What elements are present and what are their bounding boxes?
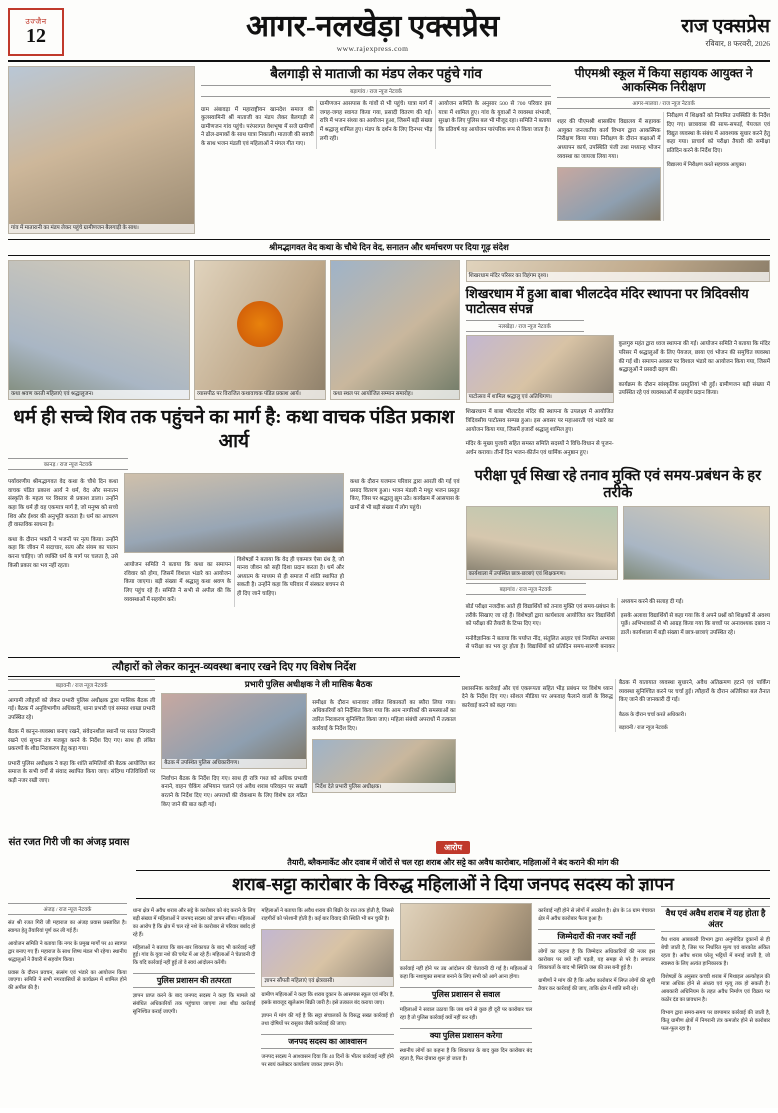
- accusation-badge: आरोप: [436, 841, 470, 854]
- lead-byline: बड़ागांव / राज न्यूज नेटवर्क: [201, 85, 551, 97]
- legal-illegal-headline: वैध एवं अवैध शराब में यह होता है अंतर: [661, 906, 770, 932]
- lead-article: [201, 66, 551, 234]
- school-inspection-photo: [557, 167, 660, 221]
- police-question-sub-headline: पुलिस प्रशासन से सवाल: [400, 987, 532, 1002]
- publication-date: रविवार, 8 फरवरी, 2026: [705, 38, 770, 48]
- edition-label: उज्जैन: [25, 17, 47, 26]
- police-paragraph: बैठक में कानून-व्यवस्था बनाए रखने, संवेदनशील स्थानों पर सतत निगरानी रखने एवं सूचना तंत्र मजबूत करने के निर्देश दिए गए। साथ ही लंबित प्रकरणों के शीघ्र निराकरण हेतु कहा गया।: [8, 729, 156, 753]
- liquor-paragraph: धाना क्षेत्र में अवैध शराब और सट्टे के कारोबार को बंद कराने के लिए बड़ी संख्या में महिलाओं ने जनपद सदस्य को ज्ञापन सौंपा। महिलाओं का आरोप है कि क्षेत्र में चल रहे नशे के कारोबार से परिवार बर्बाद हो रहे हैं।: [132, 908, 256, 938]
- liquor-sub-headline: पुलिस प्रशासन की तत्परता: [133, 973, 256, 988]
- exam-byline: बड़ागांव / राज न्यूज नेटवर्क: [466, 583, 586, 595]
- katha-paragraph: कथा के दौरान यजमान परिवार द्वारा आरती की गई एवं प्रसाद वितरण हुआ। भजन मंडली ने मधुर भजन प्रस्तुत किए, जिस पर श्रद्धालु झूम उठे। कार्यक्रम में आसपास के ग्रामों से भी बड़ी संख्या में लोग पहुंचे।: [350, 479, 460, 512]
- shikhardham-paragraph: कुलगुरु महंत द्वारा ध्वज स्थापना की गई। आयोजन समिति ने बताया कि मंदिर परिसर में श्रद्धालुओं के लिए पेयजल, छाया एवं भोजन की समुचित व्यवस्था की गई थी। समापन अवसर पर विशाल भंडारे का आयोजन किया गया, जिसमें श्रद्धालुओं ने प्रसादी ग्रहण की।: [618, 341, 770, 374]
- katha-photo-2-caption: व्यासपीठ पर विराजित कथावाचक पंडित प्रकाश आर्य।: [195, 390, 325, 399]
- lead-body: [201, 100, 551, 149]
- police-sub-headline: प्रभारी पुलिस अधीक्षक ने ली मासिक बैठक: [244, 679, 373, 689]
- bottom-col-4: [538, 903, 655, 1113]
- police-right-paragraph: प्रशासनिक कार्रवाई और एवं एकरूपता सहित भीड़ प्रबंधन पर विशेष ध्यान देने के निर्देश दिए गए। सोशल मीडिया पर अफवाह फैलाने वालों के विरुद्ध कार्रवाई करने को कहा गया।: [461, 685, 613, 709]
- liquor-paragraph: ज्ञापन में मांग की गई है कि सट्टा संचालकों के विरुद्ध सख्त कार्रवाई हो तथा दोषियों पर रासुका जैसी कार्रवाई की जाए।: [261, 1012, 394, 1027]
- exam-paragraph: बोर्ड परीक्षा नजदीक आते ही विद्यार्थियों को तनाव मुक्ति एवं समय-प्रबंधन के तरीके सिखाए जा रहे हैं। विशेषज्ञों द्वारा कार्यशाला आयोजित कर विद्यार्थियों को परीक्षा की तैयारी के टिप्स दिए गए।: [465, 604, 615, 628]
- katha-paragraph: आयोजन समिति ने बताया कि कथा का समापन रविवार को होगा, जिसमें विशाल भंडारे का आयोजन किया जाएगा। बड़ी संख्या में श्रद्धालु कथा श्रवण के लिए पहुंच रहे हैं। समिति ने सभी से अपील की कि व्यवस्थाओं में सहयोग करें।: [124, 562, 231, 603]
- katha-photo-3-caption: कथा स्थल पर आयोजित सम्मान समारोह।: [331, 390, 459, 399]
- sant-promo-headline: संत रजत गिरी जी का अंजड़ प्रवास: [8, 837, 130, 848]
- liquor-paragraph: ज्ञापन प्राप्त करने के बाद जनपद सदस्य ने कहा कि मामले को संबंधित अधिकारियों तक पहुंचाया जाएगा तथा शीघ्र कार्रवाई सुनिश्चित कराई जाएगी।: [132, 993, 256, 1015]
- edition-number: 12: [26, 25, 46, 47]
- exam-headline: परीक्षा पूर्व सिखा रहे तनाव मुक्ति एवं समय-प्रबंधन के हर तरीके: [474, 467, 762, 502]
- bottom-col-1: [133, 903, 256, 1113]
- police-mid-paragraph: निर्वाचन बैठक के निर्देश दिए गए। साथ ही रात्रि गश्त को अधिक प्रभावी बनाने, वाहन चेकिंग अभियान चलाने एवं अवैध शराब परिवहन पर सख्ती बरतने के निर्देश दिए गए। अपराधों की रोकथाम के लिए विशेष दल गठित किए जाने की बात कही गई।: [161, 775, 308, 808]
- liquor-paragraph: महिलाओं ने सवाल उठाया कि जब थाने से कुछ ही दूरी पर कारोबार चल रहा है तो पुलिस कार्रवाई क्यों नहीं कर रही।: [399, 1007, 533, 1021]
- brand-block: [681, 16, 770, 48]
- masthead: [8, 6, 770, 62]
- liquor-paragraph: कार्रवाई नहीं होने से लोगों में आक्रोश है। क्षेत्र के 56 ग्राम पंचायत क्षेत्र में अवैध कारोबार फैला हुआ है।: [538, 908, 655, 922]
- katha-paragraph: विशेषज्ञों ने बताया कि वेद ही एकमात्र ऐसा ग्रंथ है, जो मानव जीवन को सही दिशा प्रदान करता है। धर्म और अध्यात्म के माध्यम से ही समाज में शांति स्थापित हो सकती है। उन्होंने कहा कि परिवार में संस्कार बचपन से ही दिए जाने चाहिए।: [237, 556, 344, 598]
- sun-emblem-icon: [237, 301, 283, 347]
- mid-section: [8, 260, 770, 652]
- lead-paragraph: ग्रामीणजन आसपास के गांवों से भी पहुंचे। यात्रा मार्ग में जगह-जगह स्वागत किया गया, प्रसादी वितरण की गई। रात्रि में भजन संध्या का आयोजन हुआ, जिसमें बड़ी संख्या में श्रद्धालु शामिल हुए। मंडप के दर्शन के लिए दिनभर भीड़ लगी रही।: [319, 100, 433, 142]
- katha-crowd-photo: [124, 473, 344, 553]
- police-right-body: [462, 679, 770, 732]
- edition-badge: [8, 8, 64, 56]
- exam-photo-2: [623, 506, 770, 580]
- legal-paragraph: वैध शराब आबकारी विभाग द्वारा अनुमोदित दुकानों से ही बेची जाती है, जिस पर निर्धारित मूल्य एवं बारकोड अंकित रहता है। अवैध शराब घरेलू भट्टियों में बनाई जाती है, जो स्वास्थ्य के लिए अत्यंत हानिकारक है।: [661, 937, 771, 967]
- police-photo-caption: बैठक में उपस्थित पुलिस अधिकारीगण।: [162, 759, 306, 768]
- bottom-headline: शराब-सट्टा कारोबार के विरुद्ध महिलाओं ने दिया जनपद सदस्य को ज्ञापन: [136, 870, 770, 899]
- masthead-center: [64, 11, 681, 54]
- sant-paragraph: प्रवास के दौरान प्रवचन, सत्संग एवं भंडारे का आयोजन किया जाएगा। समिति ने सभी नगरवासियों से कार्यक्रम में शामिल होने की अपील की है।: [8, 969, 127, 992]
- shikhardham-paragraph: कार्यक्रम के दौरान सांस्कृतिक प्रस्तुतियां भी हुईं। ग्रामीणजन बड़ी संख्या में उपस्थित रहे एवं व्यवस्थाओं में सहयोग प्रदान किया।: [618, 381, 770, 397]
- katha-byline: कानड़ / राज न्यूज नेटवर्क: [8, 458, 128, 470]
- lead-headline: बैलगाड़ी से माताजी का मंडप लेकर पहुंचे गांव: [270, 66, 482, 81]
- section-band-katha: श्रीमद्भागवत वेद कथा के चौथे दिन वेद, सनातन और धर्माचरण पर दिया गूढ़ संदेश: [8, 239, 770, 256]
- school-inspection-body: [557, 112, 770, 220]
- bottom-col-2: [261, 903, 393, 1113]
- patotsav-photo-caption: पाटोत्सव में शामिल श्रद्धालु एवं अतिथिगण।: [467, 393, 613, 402]
- lead-photo: [8, 66, 195, 234]
- katha-body-middle: [124, 556, 344, 608]
- police-right-photo-caption: बैठक के दौरान चर्चा करते अधिकारी।: [618, 711, 686, 718]
- school-paragraph: शहर की पीएमश्री शासकीय विद्यालय में सहायक आयुक्त जनजातीय कार्य विभाग द्वारा आकस्मिक निरीक्षण किया गया। निरीक्षण के दौरान कक्षाओं में अध्यापन कार्य, उपस्थिति पंजी तथा मध्यान्ह भोजन व्यवस्था का जायजा लिया गया।: [557, 118, 661, 160]
- police-meeting-mid: [161, 657, 456, 832]
- police-meeting-photo-2: [312, 739, 456, 793]
- memorandum-photo: [400, 903, 532, 961]
- paper-website[interactable]: www.rajexpress.com: [336, 44, 409, 54]
- paper-title: आगर-नलखेड़ा एक्सप्रेस: [246, 9, 500, 43]
- school-photo-caption: विद्यालय में निरीक्षण करते सहायक आयुक्त।: [666, 162, 747, 169]
- police-action-sub-headline: क्या पुलिस प्रशासन करेगा: [400, 1028, 532, 1043]
- jp-member-sub-headline: जनपद सदस्य का आश्वासन: [261, 1034, 393, 1049]
- patotsav-photo: [466, 335, 614, 403]
- legal-paragraph: विभाग द्वारा समय-समय पर छापामार कार्रवाई की जाती है, किंतु ग्रामीण क्षेत्रों में निगरानी तंत्र कमजोर होने से कारोबार फल-फूल रहा है।: [661, 1009, 771, 1032]
- temple-photo-caption: शिखरधाम मंदिर परिसर का विहंगम दृश्य।: [467, 272, 769, 281]
- shikhardham-byline: नलखेड़ा / राज न्यूज नेटवर्क: [466, 320, 584, 332]
- school-paragraph: निरीक्षण में शिक्षकों को नियमित उपस्थिति के निर्देश दिए गए। छात्रावास की साफ-सफाई, पेयजल एवं विद्युत व्यवस्था के संबंध में आवश्यक सुधार करने हेतु कहा गया। प्राचार्य को परीक्षा तैयारी की समीक्षा प्रतिदिन करने के निर्देश दिए।: [666, 113, 770, 154]
- katha-photo-strip: [8, 260, 460, 400]
- bottom-col-5: [661, 903, 770, 1113]
- sant-byline: अंजड़ / राज न्यूज नेटवर्क: [8, 903, 127, 915]
- sant-promo: [8, 837, 130, 852]
- school-inspection-headline: पीएमश्री स्कूल में किया सहायक आयुक्त ने आकस्मिक निरीक्षण: [574, 66, 753, 95]
- bottom-kicker: तैयारी, ब्लैकमार्केट और दवाब में जोरों से चल रहा शराब और सट्टे का अवैध कारोबार, महिलाओं ने बंद कराने की मांग की: [287, 858, 619, 867]
- liquor-paragraph: ग्रामीणों ने मांग की है कि अवैध कारोबार में लिप्त लोगों की सूची तैयार कर कार्रवाई की जाए, ताकि क्षेत्र में शांति बनी रहे।: [538, 977, 655, 992]
- exam-paragraph: मनोवैज्ञानिक ने बताया कि पर्याप्त नींद, संतुलित आहार एवं नियमित अभ्यास से परीक्षा का भय दूर होता है। विद्यार्थियों को प्रतिदिन समय-सारणी बनाकर अध्ययन करने की सलाह दी गई।: [465, 598, 684, 651]
- lead-paragraph: ग्राम अंबावड़ा में महाराष्ट्रीयन खानदेश समाज की कुलस्वामिनी श्रीं माताजी का मंडप लेकर बैलगाड़ी से ग्रामीणजन गांव पहुंचे। परंपरागत वेशभूषा में सजे ग्रामीणों ने ढोल-ढमाकों के साथ यात्रा निकाली। माताजी की सवारी के साथ भजन मंडली एवं महिलाओं ने मंगल गीत गाए।: [201, 106, 314, 148]
- liquor-paragraph: कार्रवाई नहीं होने पर उग्र आंदोलन की चेतावनी दी गई है। महिलाओं ने कहा कि नशामुक्त समाज बनाने के लिए सभी को आगे आना होगा।: [399, 966, 533, 980]
- bottom-col-sant: [8, 903, 127, 1113]
- bottom-columns: [8, 903, 770, 1113]
- police-photo-2-caption: निर्देश देते प्रभारी पुलिस अधीक्षक।: [313, 783, 455, 792]
- bottom-col-3: [400, 903, 532, 1113]
- liquor-paragraph: ग्रामीण महिलाओं ने कहा कि शराब दुकान के आसपास स्कूल एवं मंदिर है, इसके बावजूद खुलेआम बिक्री जारी है। इसे तत्काल बंद कराया जाए।: [261, 992, 394, 1006]
- school-inspection-article: [557, 66, 770, 234]
- katha-paragraph: कथा के दौरान भक्तों ने भजनों पर नृत्य किया। उन्होंने कहा कि जीवन में सदाचार, सत्य और संयम का पालन करना चाहिए। जो व्यक्ति धर्म के मार्ग पर चलता है, उसे किसी प्रकार का भय नहीं रहता।: [8, 536, 118, 569]
- police-byline: बड़ावनी / राज न्यूज नेटवर्क: [8, 679, 155, 691]
- shikhardham-paragraph: शिखरधाम में बाबा भीलटदेव मंदिर की स्थापना के उपलक्ष्य में आयोजित त्रिदिवसीय पाटोत्सव सम्पन्न हुआ। इस अवसर पर महाआरती एवं भंडारे का आयोजन किया गया, जिसमें हजारों श्रद्धालु शामिल हुए।: [465, 409, 614, 433]
- legal-paragraph: विशेषज्ञों के अनुसार कच्ची शराब में मिथाइल अल्कोहल की मात्रा अधिक होने से अंधत्व एवं मृत्यु तक हो सकती है। आबकारी अधिनियम के तहत अवैध निर्माण एवं विक्रय पर कठोर दंड का प्रावधान है।: [661, 973, 771, 1003]
- shikhardham-paragraph: मंदिर के मुख्य पुजारी सहित समस्त समिति सदस्यों ने विधि-विधान से पूजन-अर्चन कराया। तीनों दिन भजन-कीर्तन एवं धार्मिक अनुष्ठान हुए।: [465, 440, 614, 456]
- exam-body: [466, 598, 770, 652]
- shikhardham-headline: शिखरधाम में हुआ बाबा भीलटदेव मंदिर स्थापना पर त्रिदिवसीय पाटोत्सव संपन्न: [465, 285, 749, 317]
- brand-name: राज एक्सप्रेस: [681, 15, 770, 37]
- lead-photo-caption: गांव में मातारानी का मंडप लेकर पहुंचे ग्रामीणजन बैलगाड़ी के साथ।: [9, 224, 194, 233]
- police-right-paragraph: बैठक में यातायात व्यवस्था सुधारने, अवैध अतिक्रमण हटाने एवं पार्किंग व्यवस्था सुनिश्चित करने पर चर्चा हुई। त्यौहारों के दौरान अतिरिक्त बल तैनात किए जाने की जानकारी दी गई।: [618, 680, 770, 704]
- katha-photo-1-caption: कथा श्रवण करती महिलाएं एवं श्रद्धालुजन।: [9, 390, 189, 399]
- school-inspection-byline: आगर-मालवा / राज न्यूज नेटवर्क: [557, 97, 770, 109]
- police-meeting-photo: [161, 693, 307, 769]
- shikhardham-article: [466, 260, 770, 652]
- lead-paragraph: आयोजन समिति के अनुसार 500 से 700 परिवार इस यात्रा में शामिल हुए। गांव के युवाओं ने व्यवस्था संभाली, सुरक्षा के लिए पुलिस बल भी मौजूद रहा। समिति ने बताया कि प्रतिवर्ष यह आयोजन पारंपरिक रूप से किया जाता है।: [438, 100, 552, 133]
- katha-article: [8, 260, 460, 652]
- exam-paragraph: इसके अलावा विद्यार्थियों से कहा गया कि वे अपने प्रश्नों को शिक्षकों से अवश्य पूछें। अभिभावकों से भी आग्रह किया गया कि बच्चों पर अनावश्यक दबाव न डालें। कार्यशाला में बड़ी संख्या में छात्र-छात्राएं उपस्थित रहे।: [620, 612, 770, 637]
- police-paragraph: प्रभारी पुलिस अधीक्षक ने कहा कि शांति समितियों की बैठक आयोजित कर समाज के सभी वर्गों से संवाद स्थापित किया जाए। संदिग्ध गतिविधियों पर कड़ी नजर रखी जाए।: [8, 760, 156, 785]
- exam-photo: [466, 506, 618, 580]
- liquor-paragraph: स्थानीय लोगों का कहना है कि शिकायत के बाद कुछ दिन कारोबार बंद रहता है, फिर दोबारा शुरू हो जाता है।: [399, 1048, 533, 1062]
- katha-photo-1: [8, 260, 190, 400]
- liquor-paragraph: महिलाओं ने बताया कि बार-बार शिकायत के बाद भी कार्रवाई नहीं हुई। गांव के युवा नशे की चपेट में आ रहे हैं। महिलाओं ने चेतावनी दी कि यदि कार्रवाई नहीं हुई तो वे स्वयं आंदोलन करेंगी।: [132, 944, 256, 967]
- bottom-section: [8, 837, 770, 1113]
- katha-photo-2: [194, 260, 326, 400]
- police-paragraph: आगामी त्यौहारों को लेकर प्रभारी पुलिस अधीक्षक द्वारा मासिक बैठक ली गई। बैठक में अनुविभागीय अधिकारी, थाना प्रभारी एवं समस्त शाखा प्रभारी उपस्थित रहे।: [8, 697, 156, 721]
- lower-section: [8, 657, 770, 832]
- liquor-paragraph: जनपद सदस्य ने आश्वासन दिया कि 40 दिनों के भीतर कार्रवाई नहीं होने पर स्वयं कलेक्टर कार्यालय जाकर ज्ञापन देंगे।: [261, 1053, 394, 1068]
- protest-photo-caption: ज्ञापन सौंपती महिलाएं एवं क्षेत्रवासी।: [262, 977, 392, 986]
- exam-photo-caption: कार्यशाला में उपस्थित छात्र-छात्राएं एवं शिक्षकगण।: [467, 570, 617, 579]
- sant-paragraph: आयोजन समिति ने बताया कि नगर के प्रमुख मार्गों पर 40 स्वागत द्वार बनाए गए हैं। महाराज के साथ शिष्य मंडल भी रहेगा। स्थानीय श्रद्धालुओं ने तैयारी में सहयोग किया।: [8, 940, 127, 963]
- katha-photo-3: [330, 260, 460, 400]
- liquor-paragraph: महिलाओं ने बताया कि अवैध शराब की बिक्री देर रात तक होती है, जिससे राहगीरों को परेशानी होती है। कई बार विवाद की स्थिति भी बन चुकी है।: [261, 908, 394, 922]
- liquor-paragraph: लोगों का कहना है कि जिम्मेदार अधिकारियों की नजर इस कारोबार पर क्यों नहीं पड़ती, यह समझ से परे है। लगातार शिकायतों के बाद भी स्थिति जस की तस बनी हुई है।: [538, 949, 655, 971]
- katha-paragraph: पर्यावरणीय श्रीमद्भागवत वेद कथा के चौथे दिन कथा वाचक पंडित प्रकाश आर्य ने धर्म, वेद और सनातन संस्कृति के महत्व पर विस्तार से प्रकाश डाला। उन्होंने कहा कि धर्म ही वह एकमात्र मार्ग है, जो मनुष्य को सच्चे शिव और ईश्वर की अनुभूति कराता है। धर्म का आचरण ही वास्तविक साधना है।: [8, 479, 118, 529]
- police-mid-paragraph: समीक्षा के दौरान थानावार लंबित शिकायतों का ब्यौरा लिया गया। अधिकारियों को निर्देशित किया गया कि आम नागरिकों की समस्याओं का त्वरित निराकरण सुनिश्चित किया जाए। महिला संबंधी अपराधों में तत्काल कार्रवाई के निर्देश दिए।: [312, 699, 456, 732]
- police-meeting-right: [462, 657, 770, 832]
- police-right-byline: बड़ावनी / राज न्यूज नेटवर्क: [618, 724, 668, 731]
- protest-photo: [261, 929, 393, 987]
- temple-photo: [466, 260, 770, 282]
- responsibility-sub-headline: जिम्मेदारों की नजर क्यों नहीं: [538, 929, 655, 944]
- top-section: [8, 66, 770, 234]
- police-meeting-headline: त्यौहारों को लेकर कानून-व्यवस्था बनाए रखने दिए गए विशेष निर्देश: [8, 657, 460, 677]
- sant-paragraph: संत श्री रजत गिरी जी महाराज का अंजड़ प्रवास प्रस्तावित है। स्वागत हेतु तैयारियां पूर्ण कर ली गई हैं।: [8, 920, 127, 934]
- katha-headline: धर्म ही सच्चे शिव तक पहुंचने का मार्ग है: कथा वाचक पंडित प्रकाश आर्य: [13, 407, 455, 452]
